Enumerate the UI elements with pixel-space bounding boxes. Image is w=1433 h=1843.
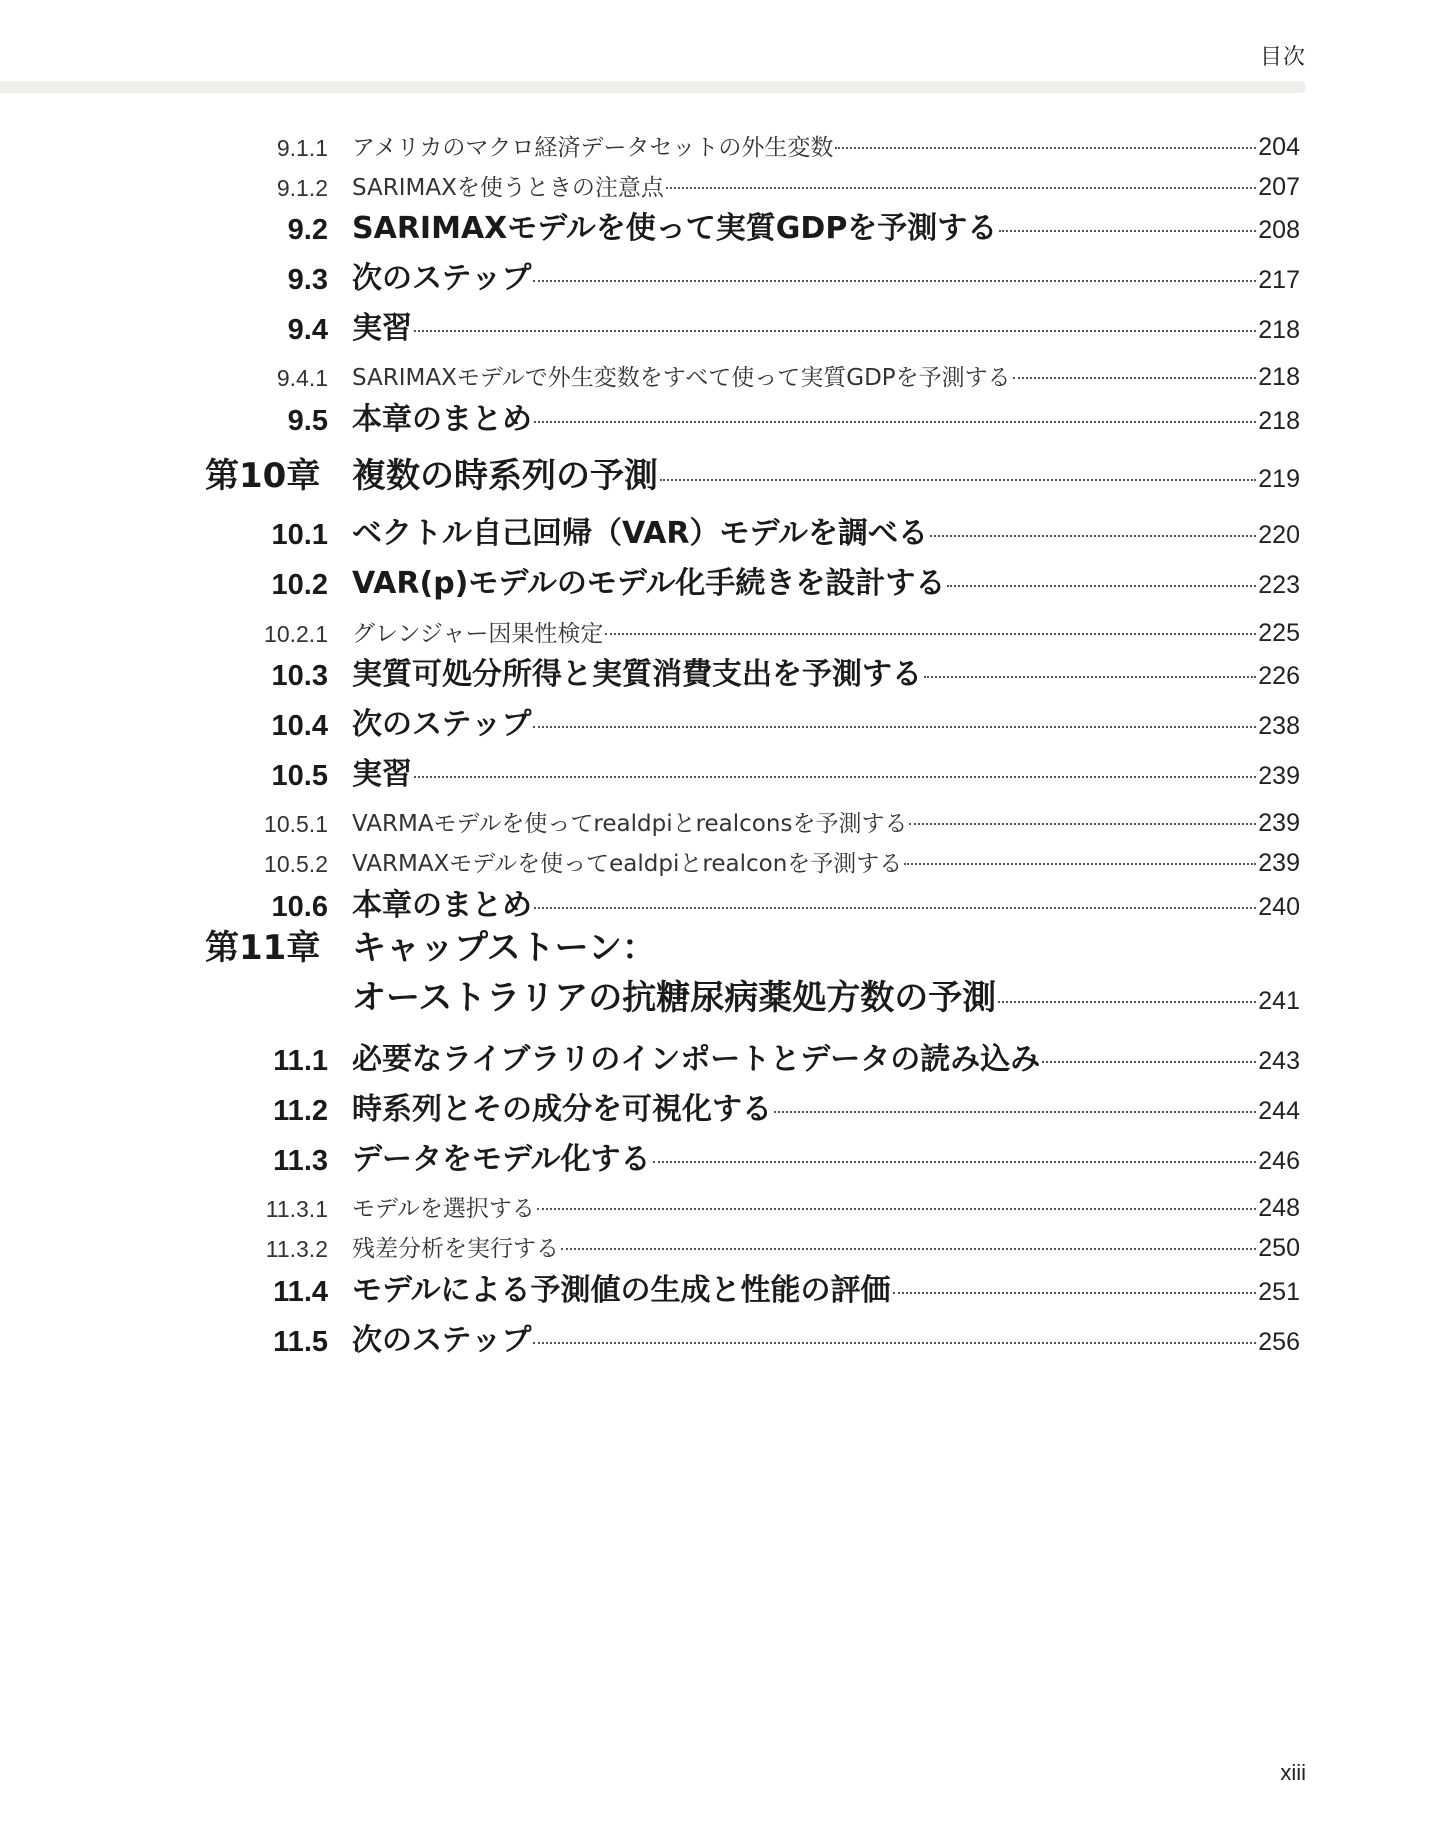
toc-entry-number: 9.5 [287,405,328,437]
toc-entry-number: 9.2 [287,214,328,246]
toc-entry-number: 10.6 [271,891,328,923]
toc-entry-number: 9.4 [287,314,328,346]
toc-entry-title: 実習 [352,757,412,792]
toc-entry-page: 204 [1258,133,1300,161]
toc-entry-title-line2: オーストラリアの抗糖尿病薬処方数の予測 [352,978,997,1018]
dot-leader [1013,376,1257,379]
toc-entry-page: 246 [1258,1147,1300,1175]
toc-entry[interactable] [0,834,1300,882]
toc-entry-number: 10.5 [271,760,328,792]
toc-entry-page: 220 [1258,521,1300,549]
toc-entry-title: 実習 [352,311,412,346]
toc-entry[interactable] [0,749,1300,797]
toc-entry[interactable] [0,1084,1300,1132]
toc-entry[interactable] [0,453,1300,501]
dot-leader [414,775,1256,778]
dot-leader [893,1291,1257,1294]
toc-entry-title: データをモデル化する [352,1142,651,1177]
toc-entry-title: キャップストーン： [352,928,656,968]
toc-entry-page: 240 [1258,893,1300,921]
toc-entry-page: 239 [1258,809,1300,837]
toc-entry-title: 実質可処分所得と実質消費支出を予測する [352,657,922,692]
toc-entry-title: 必要なライブラリのインポートとデータの読み込み [352,1042,1041,1077]
dot-leader [924,675,1256,678]
dot-leader [930,534,1256,537]
toc-entry-number: 11.3 [273,1145,328,1177]
dot-leader [653,1160,1257,1163]
toc-entry-number: 10.3 [271,660,328,692]
toc-entry[interactable] [0,348,1300,396]
toc-entry-page: 251 [1258,1278,1300,1306]
toc-entry-number: 9.3 [287,264,328,296]
toc-entry-page: 207 [1258,173,1300,201]
dot-leader [904,862,1256,865]
toc-entry-number: 10.2.1 [264,621,328,647]
toc-entry-title: VARMAモデルを使ってrealdpiとrealconsを予測する [352,811,908,837]
toc-entry-number: 10.4 [271,710,328,742]
toc-entry[interactable] [0,1265,1300,1313]
toc-entry-title: SARIMAXモデルを使って実質GDPを予測する [352,211,998,246]
toc-entry-page: 243 [1258,1047,1300,1075]
toc-entry-title: 時系列とその成分を可視化する [352,1092,772,1127]
toc-entry-page: 256 [1258,1328,1300,1356]
toc-entry-title: 次のステップ [352,707,532,742]
dot-leader [537,1207,1256,1210]
toc-entry-number: 11.3.1 [265,1196,328,1222]
toc-entry[interactable] [0,394,1300,442]
running-header-title: 目次 [1259,45,1306,70]
toc-entry[interactable] [0,1315,1300,1363]
toc-entry[interactable] [0,508,1300,556]
dot-leader [999,229,1256,232]
toc-entry-page: 223 [1258,571,1300,599]
toc-entry-number: 10.5.2 [264,851,328,877]
toc-entry-page: 248 [1258,1194,1300,1222]
toc-entry-page: 239 [1258,762,1300,790]
toc-entry[interactable] [0,558,1300,606]
toc-entry-number: 10.1 [271,519,328,551]
toc-entry-title: モデルによる予測値の生成と性能の評価 [352,1273,891,1308]
toc-entry[interactable] [0,649,1300,697]
toc-entry-title: 次のステップ [352,1323,532,1358]
dot-leader [534,906,1256,909]
dot-leader [533,725,1256,728]
toc-entry-page: 244 [1258,1097,1300,1125]
toc-entry-title: 複数の時系列の予測 [352,456,658,496]
toc-entry-number: 11.5 [273,1326,328,1358]
dot-leader [533,279,1256,282]
toc-entry-title: 次のステップ [352,261,532,296]
dot-leader [534,420,1256,423]
toc-entry-page: 218 [1258,407,1300,435]
dot-leader [414,329,1256,332]
toc-entry-number: 10.5.1 [264,811,328,837]
toc-entry-page: 219 [1258,465,1300,493]
toc-entry-title: 残差分析を実行する [352,1236,559,1262]
dot-leader [533,1341,1256,1344]
toc-entry[interactable] [0,699,1300,747]
toc-entry-page: 238 [1258,712,1300,740]
dot-leader [605,632,1256,635]
toc-entry-page: 217 [1258,266,1300,294]
toc-entry-title: ベクトル自己回帰（VAR）モデルを調べる [352,516,928,551]
toc-entry-title: グレンジャー因果性検定 [352,621,604,647]
toc-entry-page: 241 [1258,987,1300,1015]
toc-entry-number: 11.3.2 [265,1236,328,1262]
toc-entry[interactable] [0,303,1300,351]
toc-entry-title: VARMAXモデルを使ってealdpiとrealconを予測する [352,851,903,877]
toc-entry-number: 11.4 [273,1276,328,1308]
dot-leader [774,1110,1256,1113]
dot-leader [561,1247,1256,1250]
toc-entry-page: 239 [1258,849,1300,877]
dot-leader [660,478,1256,481]
dot-leader [909,822,1256,825]
toc-entry[interactable] [0,1219,1300,1267]
toc-entry-page: 226 [1258,662,1300,690]
toc-entry-page: 225 [1258,619,1300,647]
dot-leader [835,146,1256,149]
toc-entry-number: 11.1 [273,1045,328,1077]
page-number: xiii [1280,1760,1306,1785]
toc-entry-title: モデルを選択する [352,1196,535,1222]
toc-entry-page: 218 [1258,363,1300,391]
toc-entry[interactable] [0,604,1300,652]
toc-entry-title: SARIMAXモデルで外生変数をすべて使って実質GDPを予測する [352,365,1011,391]
toc-entry-number: 9.1.2 [276,175,328,201]
toc-entry[interactable] [0,203,1300,251]
toc-entry-continuation[interactable] [0,975,1300,1023]
toc-entry[interactable] [0,1034,1300,1082]
toc-entry-page: 250 [1258,1234,1300,1262]
toc-entry-page: 208 [1258,216,1300,244]
dot-leader [1042,1060,1256,1063]
toc-entry-title: アメリカのマクロ経済データセットの外生変数 [352,135,834,161]
toc-entry[interactable] [0,1134,1300,1182]
toc-entry[interactable] [0,925,1300,973]
toc-entry-number: 9.1.1 [276,135,328,161]
toc-entry[interactable] [0,158,1300,206]
toc-entry-page: 218 [1258,316,1300,344]
toc-entry-number: 11.2 [273,1095,328,1127]
dot-leader [998,1000,1256,1003]
toc-entry-title: SARIMAXを使うときの注意点 [352,175,664,201]
toc-entry-title: 本章のまとめ [352,402,532,437]
toc-entry-number: 10.2 [271,569,328,601]
toc-entry-number: 第11章 [205,928,321,968]
dot-leader [947,584,1256,587]
toc-entry[interactable] [0,253,1300,301]
toc-entry-title: VAR(p)モデルのモデル化手続きを設計する [352,566,946,601]
toc-entry-number: 第10章 [205,456,321,496]
dot-leader [666,186,1256,189]
toc-entry-title: 本章のまとめ [352,888,532,923]
toc-entry-number: 9.4.1 [276,365,328,391]
